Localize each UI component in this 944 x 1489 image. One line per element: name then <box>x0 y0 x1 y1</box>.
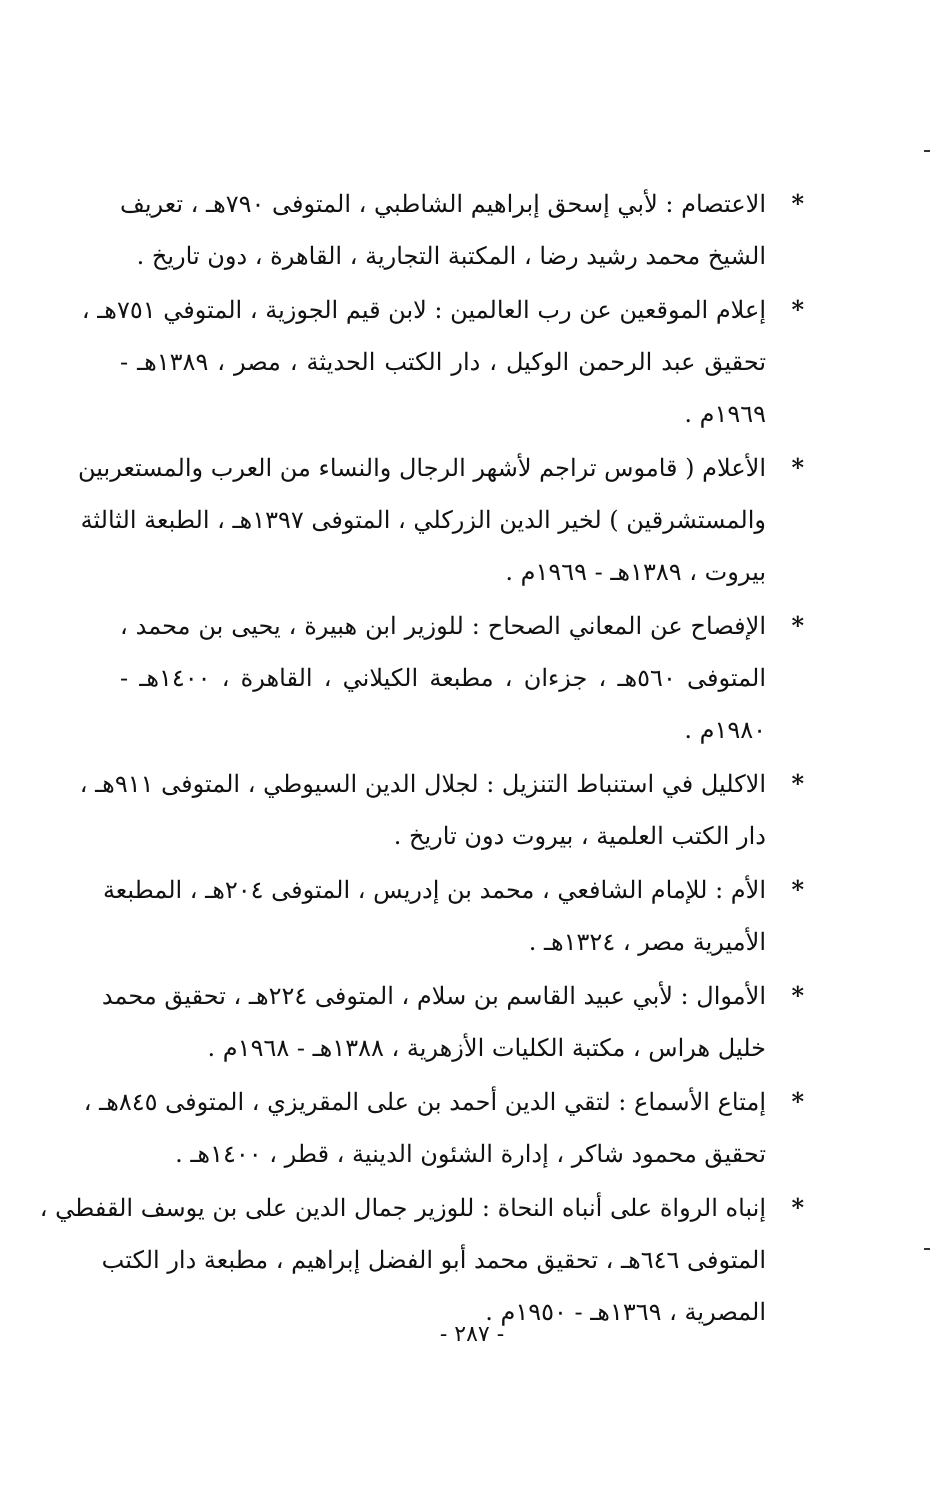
bullet-star-icon: * <box>791 189 804 218</box>
scan-mark <box>924 1248 930 1250</box>
entry-line: الاعتصام : لأبي إسحق إبراهيم الشاطبي ، المتوفى ٧٩٠هـ ، تعريف <box>120 190 767 218</box>
bibliography-list <box>39 178 804 1340</box>
bibliography-entry <box>102 864 804 968</box>
bullet-star-icon: * <box>791 1193 804 1222</box>
entry-line: الشيخ محمد رشيد رضا ، المكتبة التجارية ، القاهرة ، دون تاريخ . <box>136 242 766 270</box>
bullet-star-icon: * <box>791 875 804 904</box>
entry-line: المتوفى ٦٤٦هـ ، تحقيق محمد أبو الفضل إبراهيم ، مطبعة دار الكتب <box>101 1246 766 1274</box>
entry-line: والمستشرقين ) لخير الدين الزركلي ، المتوفى ١٣٩٧هـ ، الطبعة الثالثة <box>80 506 766 534</box>
bibliography-entry <box>39 1182 804 1338</box>
entry-line: دار الكتب العلمية ، بيروت دون تاريخ . <box>393 822 766 850</box>
entry-line: الإفصاح عن المعاني الصحاح : للوزير ابن هبيرة ، يحيى بن محمد ، <box>120 612 766 640</box>
bullet-star-icon: * <box>791 295 804 324</box>
bullet-star-icon: * <box>791 1087 804 1116</box>
entry-line: إمتاع الأسماع : لتقي الدين أحمد بن على المقريزي ، المتوفى ٨٤٥هـ ، <box>83 1088 766 1116</box>
entry-line: ١٩٦٩م . <box>684 400 766 428</box>
entry-line: المصرية ، ١٣٦٩هـ - ١٩٥٠م . <box>485 1298 766 1326</box>
entry-line: الاكليل في استنباط التنزيل : لجلال الدين السيوطي ، المتوفى ٩١١هـ ، <box>79 770 766 798</box>
entry-line: الأميرية مصر ، ١٣٢٤هـ . <box>528 928 766 956</box>
bibliography-entry <box>120 600 804 756</box>
entry-line: الأعلام ( قاموس تراجم لأشهر الرجال والنساء من العرب والمستعربين <box>78 454 766 482</box>
scan-mark <box>924 150 930 152</box>
bibliography-entry <box>81 284 804 440</box>
entry-line: بيروت ، ١٣٨٩هـ - ١٩٦٩م . <box>505 558 766 586</box>
bibliography-entry <box>120 178 804 282</box>
entry-line: المتوفى ٥٦٠هـ ، جزءان ، مطبعة الكيلاني ، القاهرة ، ١٤٠٠هـ - <box>120 664 766 692</box>
entry-line: إنباه الرواة على أنباه النحاة : للوزير جمال الدين على بن يوسف القفطي ، <box>39 1194 766 1222</box>
entry-line: تحقيق عبد الرحمن الوكيل ، دار الكتب الحديثة ، مصر ، ١٣٨٩هـ - <box>120 348 766 376</box>
page-number: - ٢٨٧ - <box>439 1322 505 1347</box>
entry-line: الأم : للإمام الشافعي ، محمد بن إدريس ، المتوفى ٢٠٤هـ ، المطبعة <box>102 876 766 904</box>
bibliography-entry <box>78 442 804 598</box>
entry-line: إعلام الموقعين عن رب العالمين : لابن قيم الجوزية ، المتوفي ٧٥١هـ ، <box>81 296 766 324</box>
bullet-star-icon: * <box>791 611 804 640</box>
entry-line: تحقيق محمود شاكر ، إدارة الشئون الدينية ، قطر ، ١٤٠٠هـ . <box>175 1140 766 1168</box>
bullet-star-icon: * <box>791 981 804 1010</box>
bibliography-entry <box>83 1076 804 1180</box>
entry-line: ١٩٨٠م . <box>684 716 766 744</box>
bullet-star-icon: * <box>791 769 804 798</box>
bibliography-entry <box>79 758 804 862</box>
bullet-star-icon: * <box>791 453 804 482</box>
bibliography-entry <box>101 970 804 1074</box>
entry-line: خليل هراس ، مكتبة الكليات الأزهرية ، ١٣٨٨هـ - ١٩٦٨م . <box>207 1034 766 1062</box>
entry-line: الأموال : لأبي عبيد القاسم بن سلام ، المتوفى ٢٢٤هـ ، تحقيق محمد <box>101 982 766 1010</box>
